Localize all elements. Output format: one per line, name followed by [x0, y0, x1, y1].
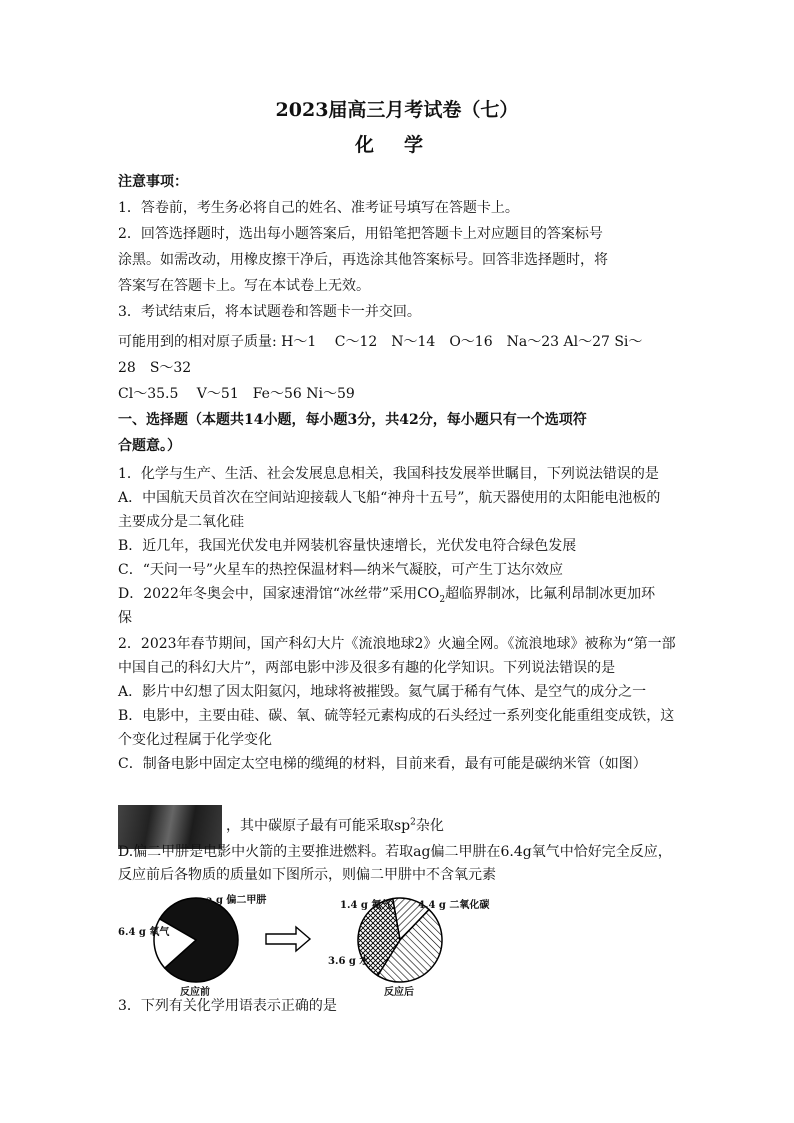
notice-item: 1．答卷前，考生务必将自己的姓名、准考证号填写在答题卡上。: [118, 200, 519, 216]
option-a: 主要成分是二氧化硅: [118, 514, 244, 530]
option-d: 反应前后各物质的质量如下图所示，则偏二甲肼中不含氧元素: [118, 867, 496, 883]
pie-label: a g 偏二甲肼: [206, 895, 267, 906]
sp2-superscript: 2: [410, 817, 416, 828]
notice-item: 答案写在答题卡上。写在本试卷上无效。: [118, 278, 370, 294]
question-stem: 1．化学与生产、生活、社会发展息息相关，我国科技发展举世瞩目，下列说法错误的是: [118, 466, 659, 482]
pie-label: 3.6 g 水: [328, 956, 370, 967]
pie-label: 6.4 g 氧气: [118, 927, 170, 938]
question-stem: 中国自己的科幻大片”，两部电影中涉及很多有趣的化学知识。下列说法错误的是: [118, 660, 616, 676]
pie-title: 反应前: [180, 987, 210, 998]
pie-title: 反应后: [384, 987, 414, 998]
pie-label: 1.4 g 氮气: [340, 900, 392, 911]
atomic-mass-line: 28 S～32: [118, 360, 192, 376]
atomic-mass-line: Cl～35.5 V～51 Fe～56 Ni～59: [118, 386, 355, 402]
option-b: B．近几年，我国光伏发电并网装机容量快速增长，光伏发电符合绿色发展: [118, 538, 577, 554]
option-a: A．影片中幻想了因太阳氦闪，地球将被摧毁。氦气属于稀有气体、是空气的成分之一: [118, 684, 647, 700]
pie-label: 4.4 g 二氧化碳: [418, 900, 490, 911]
notice-item: 3．考试结束后，将本试题卷和答题卡一并交回。: [118, 304, 421, 320]
option-d: 保: [118, 610, 132, 626]
page-title: 2023届高三月考试卷（七）: [275, 99, 519, 121]
arrow-icon: [266, 927, 310, 951]
option-c: [226, 817, 444, 835]
option-d: D.偏二甲肼是电影中火箭的主要推进燃料。若取ag偏二甲肼在6.4g氧气中恰好完全反应，: [118, 844, 672, 860]
question-stem: 2．2023年春节期间，国产科幻大片《流浪地球2》火遍全网。《流浪地球》被称为“第一部: [118, 636, 676, 652]
option-b: B．电影中，主要由硅、碳、氧、硫等轻元素构成的石头经过一系列变化能重组变成铁，这: [118, 708, 675, 724]
co2-subscript: 2: [439, 594, 446, 605]
notice-item: 2．回答选择题时，选出每小题答案后，用铅笔把答题卡上对应题目的答案标号: [118, 226, 603, 242]
option-c-text: ，其中碳原子最有可能采取sp: [226, 818, 411, 834]
section-heading: 一、选择题（本题共14小题，每小题3分，共42分，每小题只有一个选项符: [118, 412, 587, 428]
section-heading: 合题意。）: [118, 438, 181, 454]
pie-before: [154, 898, 238, 982]
option-c-text: 杂化: [415, 818, 444, 834]
option-d-text: 超临界制冰，比氟利昂制冰更加环: [445, 586, 656, 602]
option-b: 个变化过程属于化学变化: [118, 732, 272, 748]
reaction-pie-figure: [118, 888, 538, 998]
notice-heading: 注意事项：: [118, 174, 188, 190]
notice-item: 涂黑。如需改动，用橡皮擦干净后，再选涂其他答案标号。回答非选择题时，将: [118, 252, 608, 268]
option-c: C．“天问一号”火星车的热控保温材料—纳米气凝胶，可产生丁达尔效应: [118, 562, 564, 578]
subject-title: 化学: [355, 134, 454, 156]
atomic-mass-line: 可能用到的相对原子质量: H～1 C～12 N～14 O～16 Na～23 Al～27 Si～: [118, 334, 643, 350]
question-stem: 3．下列有关化学用语表示正确的是: [118, 998, 337, 1014]
option-d: [118, 585, 655, 603]
option-d-text: D．2022年冬奥会中，国家速滑馆“冰丝带”采用CO: [118, 586, 440, 602]
option-c: C．制备电影中固定太空电梯的缆绳的材料，目前来看，最有可能是碳纳米管（如图）: [118, 756, 647, 772]
option-a: A．中国航天员首次在空间站迎接载人飞船“神舟十五号”，航天器使用的太阳能电池板的: [118, 490, 661, 506]
